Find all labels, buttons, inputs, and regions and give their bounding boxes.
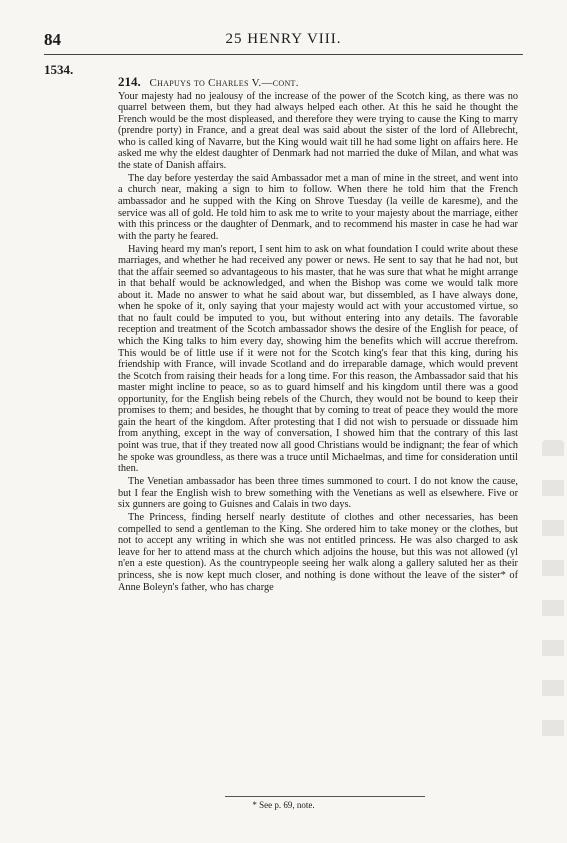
paragraph: The Venetian ambassador has been three times summoned to court. I do not know the cause, but I fear the English wish to brew something with the Venetians as well as elsewhere. Five or six gunners are going to Guisnes and Calais in two days. [118,476,518,511]
paragraph: Having heard my man's report, I sent him to ask on what foundation I could write about these marriages, and whether he had received any power or news. He sent to say that he had not, but that the affair seemed so advantageous to his master, that he was sure that what he might arrange in that behalf would be acknowledged, and when the Bishop was come we would talk more about it. Made no answer to what he said about war, but dissembled, as I have always done, when he spoke of it, only saying that your majesty would act with your accustomed virtue, so that no fault could be imputed to you, but without entering into any details. The favorable reception and treatment of the Scotch ambassador shows the desire of the English for peace, of which the King talks to him every day, showing him the benefits which will accrue therefrom. This would be of little use if it were not for the Scotch king's fear that this king, during his friendship with France, will invade Scotland and do irreparable damage, which would prevent the Scotch from raising their heads for a long time. For this reason, the Ambassador said that his master might incline to peace, so as to guard himself and his kingdom until there was a good opportunity, for the English being rebels of the Church, they would not be bound to keep their promises to them; and besides, he thought that by coming to treat of peace they would the more gain the heart of the kingdom. After protesting that I did not wish to persuade or dissuade him from anything, except in the way of conversation, I showed him that the contrary of this last point was true, that if they treated now all good Christians would be indignant; the fear of which he spoke was groundless, as there was a truce until Michaelmas, and time for consideration until then. [118,243,518,475]
header-rule [44,54,523,55]
entry-title: Chapuys to Charles V.—cont. [149,77,299,89]
paragraph: Your majesty had no jealousy of the increase of the power of the Scotch king, as there was no quarrel between them, but they had always helped each other. At this he said he thought the French would be the most displeased, and therefore they were trying to cause the King to marry (prendre porty) in France, and a great deal was said about the sister of the lord of Allebrecht, who is called king of Navarre, but the King would wait till he had some light on affairs here. He asked me why the eldest daughter of Denmark had not married the duke of Milan, and what was the state of Danish affairs. [118,90,518,171]
entry-number: 214. [118,74,141,89]
paragraph: The Princess, finding herself nearly destitute of clothes and other necessaries, has been compelled to send a gentleman to the King. She ordered him to take money or the clothes, but not to accept any writing in which she was not entitled princess. He was also charged to ask leave for her to attend mass at the church which adjoins the house, but this was not allowed (yl n'en a este question). As the countrypeople seeing her walk along a gallery saluted her as their princess, she is now kept much closer, and nothing is done without the leave of the sister* of Anne Boleyn's father, who has charge [118,512,518,593]
paragraph: The day before yesterday the said Ambassador met a man of mine in the street, and went into a church near, making a sign to him to follow. When there he told him that the French ambassador and he supped with the King on Shrove Tuesday (la veille de karesme), and the service was all of gold. He told him to ask me to write to your majesty about the marriage, either with this princess or the daughter of Denmark, and to recommend his master in case he had war with the party he feared. [118,172,518,242]
entry-heading [118,76,518,90]
running-title: 25 HENRY VIII. [225,31,342,47]
footnote-rule [225,796,425,797]
library-stamp [542,440,564,740]
page-number: 84 [44,30,61,49]
margin-year: 1534. [44,62,74,77]
footnote: * See p. 69, note. [252,800,315,810]
body-text [118,76,518,595]
